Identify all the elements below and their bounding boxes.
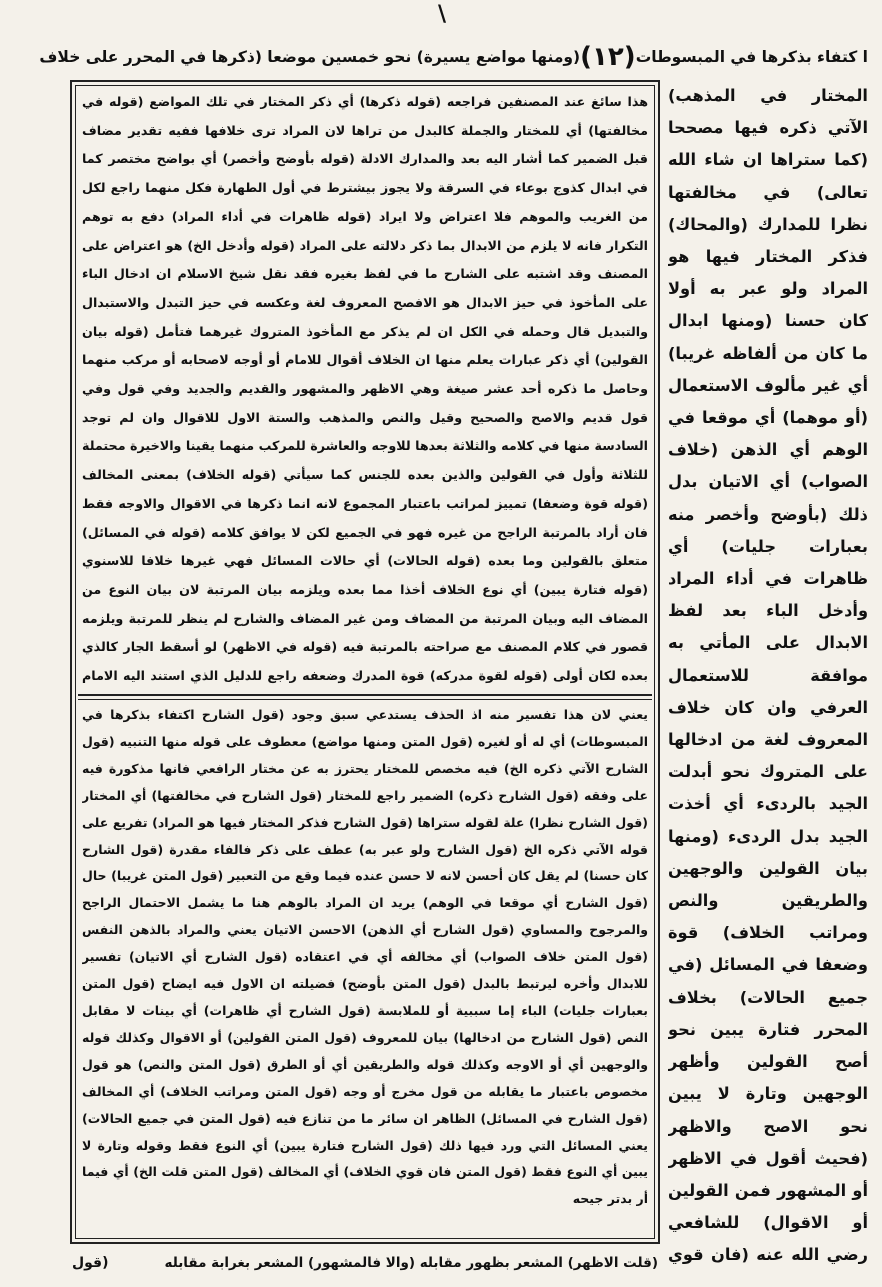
catchword: (قول xyxy=(72,1255,109,1271)
main-text-frame xyxy=(70,80,660,1244)
binding-mark: \ xyxy=(438,2,447,27)
section-divider-inner xyxy=(78,699,652,700)
margin-commentary xyxy=(668,80,868,1270)
page-header xyxy=(39,34,868,80)
footer-text: (قلت الاظهر) المشعر بظهور مقابله (والا فالمشهور) المشعر بغرابة مقابله xyxy=(164,1255,658,1271)
upper-commentary xyxy=(82,88,648,691)
lower-text: يعني لان هذا تفسير منه اذ الحذف يستدعي سبق وجود (قول الشارح اكتفاء بذكرها في المبسوطات) أي له أو لغيره (قول المتن ومنها مواضع) معطوف على قوله منها التنبيه (قول الشارح الآتي ذكره الخ) فيه مخصص للمختار يحترز به عن مختار الرافعي فانها مذكورة فيه على وفقه (قول الشارح ذكره) الضمير راجع للمختار (قول الشارح في مخالفتها) أي المختار (قول الشارح نظرا) علة لقوله ستراها (قول الشارح فذكر المختار فيها هو المراد) تفريع على قوله الآتي ذكره الخ (قول الشارح ولو عبر به) عطف على ذكر فالفاء مقدرة (قول الشارح كان حسنا) لم يقل كان أحسن لانه لا حسن عنده فيما وقع من التعبير (قول المتن غريبا) حال (قول الشارح أي موقعا في الوهم) يريد ان المراد بالوهم هنا ما يشمل الاحتمال الراجح والمرجوح والمساوي (قول الشارح أي الذهن) الاحسن الاتيان يعني والمراد بالذهن النفس (قول المتن خلاف الصواب) أي مخالفه أي في اعتقاده (قول الشارح أي الاتيان) تفسير للابدال وأخره ليرتبط بالبدل (قول المتن بأوضح) فضيلته ان الاول فيه ايضاح (قول المتن بعبارات جليات) الباء إما سببية أو للملابسة (قول الشارح أي ظاهرات) أي بينات لا مقابل النص (قول الشارح من ادخالها) بيان للمعروف (قول المتن القولين) أو الاقوال وكذلك قوله والوجهين أي أو الاوجه وكذلك قوله والطريقين أي أو الطرق (قول المتن والنص) هو قول مخصوص باعتبار ما يقابله من قول مخرج أو وجه (قول المتن ومراتب الخلاف) أي المخالف (قول الشارح في المسائل) الظاهر ان سائر ما من تنازع فيه (قول المتن في جميع الحالات) يعني المسائل التي ورد فيها ذلك (قول الشارح فتارة يبين) أي النوع فقط وقوله وتارة لا يبين أي النوع فقط (قول المتن فان قوي الخلاف) أي المخالف (قول المتن قلت الخ) أي فيما أر بدتر جيحه xyxy=(82,707,648,1207)
header-left-text: (ومنها مواضع يسيرة) نحو خمسين موضعا (ذكرها في المحرر على خلاف xyxy=(39,48,581,66)
upper-text: هذا سائغ عند المصنفين فراجعه (قوله ذكرها) أي ذكر المختار في تلك المواضع (قوله في مخالفتها) أي للمختار والجملة كالبدل من تراها لان المراد ترى خلافها ففيه تقدير مضاف قبل الضمير كما أشار اليه بعد والمدارك الادلة (قوله بأوضح وأخصر) أي بواضح مختصر كما في ابدال كذوج بوعاء في السرقة ولا يجوز بيشترط في أول الطهارة فكل منهما راجع لكل من الغريب والموهم فلا اعتراض ولا ايراد (قوله ظاهرات في أداء المراد) دفع به توهم التكرار فانه لا يلزم من الابدال بما ذكر دلالته على المراد (قوله وأدخل الخ) هو اعتراض على المصنف وقد اشتبه على الشارح ما في لفظ بغيره فقد نقل شيخ الاسلام ان ادخال الباء على المأخوذ في حيز الابدال هو الافصح المعروف لغة وعكسه في حيز التبدل والاستبدال والتبديل قال وحمله في الكل ان لم يذكر مع المأخوذ المتروك غيرهما فتأمل (قوله بيان القولين) أي ذكر عبارات يعلم منها ان الخلاف أقوال للامام أو أوجه لاصحابه أو مركب منهما وحاصل ما ذكره أحد عشر صيغة وهي الاظهر والمشهور والقديم والجديد وفي قول وفي قول قديم والاصح والصحيح وقيل والنص والمذهب والستة الاول للاقوال وان لم توجد السادسة منها في كلامه والثلاثة بعدها للاوجه والعاشرة للمركب منهما يقينا والاخيرة محتملة للثلاثة وأول في القولين والذين بعده للجنس كما سيأتي (قوله الخلاف) بمعنى المخالف (قوله قوة وضعفا) تمييز لمراتب باعتبار المجموع لانه انما ذكرها في الاقوال والاوجه فقط فان أراد بالمرتبة الراجح من غيره فهو في الجميع لكن لا يوافق كلامه (قوله في المسائل) متعلق بالقولين وما بعده (قوله الحالات) أي حالات المسائل فهي غيرها خلافا للاسنوي (قوله فتارة يبين) أي نوع الخلاف أخذا مما بعده ويلزمه بيان المرتبة لان بيان النوع من المضاف اليه وبيان المرتبة من المضاف ومن غير المضاف والشارح لم ينظر للمرتبة ويلزمه قصور في كلام المصنف مع صراحته بالمرتبة فيه (قوله في الاظهر) لو أسقط الجار كالذي بعده لكان أولى (قوله لقوة مدركه) قوة المدرك وضعفه راجع للدليل الذي استند اليه الامام xyxy=(82,94,648,684)
margin-text: المختار في المذهب) الآتي ذكره فيها مصححا (كما ستراها ان شاء الله تعالى) في مخالفتها نظرا للمدارك (والمحاك) فذكر المختار فيها هو المراد ولو عبر به أولا كان حسنا (ومنها ابدال ما كان من ألفاظه غريبا) أي غير مألوف الاستعمال (أو موهما) أي موقعا في الوهم أي الذهن (خلاف الصواب) أي الاتيان بدل ذلك (بأوضح وأخصر منه بعبارات جليات) أي ظاهرات في أداء المراد وأدخل الباء بعد لفظ الابدال على المأتي به موافقة للاستعمال العرفي وان كان خلاف المعروف لغة من ادخالها على المتروك نحو أبدلت الجيد بالردىء أي أخذت الجيد بدل الردىء (ومنها بيان القولين والوجهين والطريقين والنص ومراتب الخلاف) قوة وضعفا في المسائل (في جميع الحالات) بخلاف المحرر فتارة يبين نحو أصح القولين وأظهر الوجهين وتارة لا يبين نحو الاصح والاظهر (فحيث أقول في الاظهر أو المشهور فمن القولين أو الاقوال) للشافعي رضي الله عنه (فان قوي xyxy=(668,86,868,1265)
header-right-text: ا كتفاء بذكرها في المبسوطات xyxy=(635,48,868,66)
page-footer xyxy=(72,1250,658,1276)
section-divider xyxy=(78,694,652,696)
page-number: (١٢) xyxy=(580,42,636,72)
lower-commentary xyxy=(82,702,648,1240)
